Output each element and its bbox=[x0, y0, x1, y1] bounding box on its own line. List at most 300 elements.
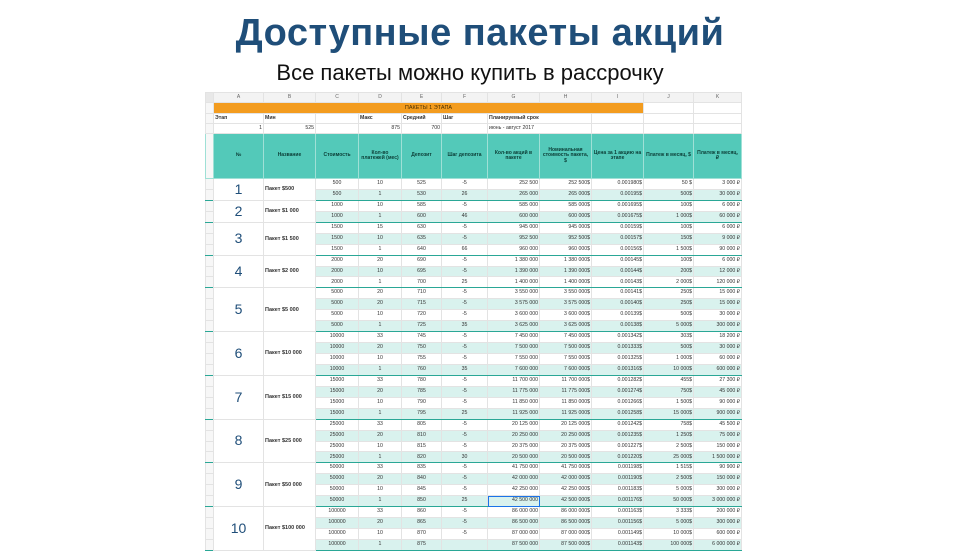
table-cell[interactable]: 1 400 000$ bbox=[540, 277, 592, 288]
package-name[interactable]: Пакет $1 500 bbox=[264, 222, 316, 255]
max-label[interactable]: Макс bbox=[359, 114, 402, 124]
table-cell[interactable]: 7 450 000$ bbox=[540, 332, 592, 343]
table-cell[interactable]: 25 bbox=[442, 496, 488, 507]
table-cell[interactable]: -5 bbox=[442, 233, 488, 244]
table-cell[interactable]: 640 bbox=[402, 244, 442, 255]
table-cell[interactable]: 0.00141$ bbox=[592, 288, 644, 299]
table-cell[interactable]: 11 700 000 bbox=[488, 375, 540, 386]
column-header-b[interactable]: B bbox=[264, 93, 316, 103]
header-cell[interactable]: Депозит bbox=[402, 134, 442, 179]
table-cell[interactable]: -5 bbox=[442, 299, 488, 310]
table-cell[interactable]: 1 bbox=[359, 189, 402, 200]
table-cell[interactable]: 7 550 000$ bbox=[540, 354, 592, 365]
table-cell[interactable]: 860 bbox=[402, 507, 442, 518]
table-cell[interactable]: 1 000$ bbox=[644, 211, 694, 222]
table-cell[interactable]: 45 500 ₽ bbox=[694, 419, 742, 430]
table-cell[interactable]: 42 000 000$ bbox=[540, 474, 592, 485]
package-number[interactable]: 4 bbox=[214, 255, 264, 288]
table-cell[interactable]: 865 bbox=[402, 518, 442, 529]
table-cell[interactable]: 252 500$ bbox=[540, 179, 592, 190]
table-cell[interactable]: 690 bbox=[402, 255, 442, 266]
table-cell[interactable]: 3 550 000$ bbox=[540, 288, 592, 299]
package-number[interactable]: 7 bbox=[214, 375, 264, 419]
table-cell[interactable]: 300 000 ₽ bbox=[694, 321, 742, 332]
table-cell[interactable]: 0.001163$ bbox=[592, 507, 644, 518]
table-cell[interactable]: 500 bbox=[316, 179, 359, 190]
table-cell[interactable]: 6 000 ₽ bbox=[694, 200, 742, 211]
cell[interactable] bbox=[644, 103, 694, 114]
table-cell[interactable]: 945 000 bbox=[488, 222, 540, 233]
table-cell[interactable]: 15000 bbox=[316, 397, 359, 408]
table-cell[interactable]: 20 bbox=[359, 474, 402, 485]
table-cell[interactable]: 3 550 000 bbox=[488, 288, 540, 299]
table-cell[interactable]: 50000 bbox=[316, 485, 359, 496]
table-cell[interactable]: 0.001156$ bbox=[592, 518, 644, 529]
column-header-g[interactable]: G bbox=[488, 93, 540, 103]
table-cell[interactable]: 42 000 000 bbox=[488, 474, 540, 485]
table-cell[interactable]: 790 bbox=[402, 397, 442, 408]
table-cell[interactable]: 30 bbox=[442, 452, 488, 463]
table-cell[interactable]: 900 000 ₽ bbox=[694, 408, 742, 419]
table-cell[interactable]: 3 333$ bbox=[644, 507, 694, 518]
table-cell[interactable]: 0.001274$ bbox=[592, 386, 644, 397]
table-cell[interactable]: 0.001183$ bbox=[592, 485, 644, 496]
column-header-j[interactable]: J bbox=[644, 93, 694, 103]
package-number[interactable]: 5 bbox=[214, 288, 264, 332]
package-number[interactable]: 3 bbox=[214, 222, 264, 255]
table-cell[interactable]: 66 bbox=[442, 244, 488, 255]
table-cell[interactable]: 30 000 ₽ bbox=[694, 343, 742, 354]
table-cell[interactable]: 20 bbox=[359, 386, 402, 397]
table-cell[interactable]: 86 500 000 bbox=[488, 518, 540, 529]
table-cell[interactable]: 50000 bbox=[316, 474, 359, 485]
table-cell[interactable]: 1 bbox=[359, 408, 402, 419]
table-cell[interactable]: 0.00143$ bbox=[592, 277, 644, 288]
table-cell[interactable]: 45 000 ₽ bbox=[694, 386, 742, 397]
table-cell[interactable]: -5 bbox=[442, 397, 488, 408]
avg-label[interactable]: Средний bbox=[402, 114, 442, 124]
table-cell[interactable]: 0.001198$ bbox=[592, 463, 644, 474]
table-cell[interactable]: 75 000 ₽ bbox=[694, 430, 742, 441]
package-name[interactable]: Пакет $1 000 bbox=[264, 200, 316, 222]
table-cell[interactable]: 0.001282$ bbox=[592, 375, 644, 386]
table-cell[interactable]: 3 600 000$ bbox=[540, 310, 592, 321]
table-cell[interactable]: 87 000 000$ bbox=[540, 529, 592, 540]
table-cell[interactable]: 15 000 ₽ bbox=[694, 299, 742, 310]
package-name[interactable]: Пакет $50 000 bbox=[264, 463, 316, 507]
table-cell[interactable]: 25000 bbox=[316, 419, 359, 430]
table-cell[interactable]: 20 250 000 bbox=[488, 430, 540, 441]
table-cell[interactable]: 0.001980$ bbox=[592, 179, 644, 190]
table-cell[interactable]: 10 bbox=[359, 179, 402, 190]
table-cell[interactable]: 745 bbox=[402, 332, 442, 343]
table-cell[interactable]: -5 bbox=[442, 386, 488, 397]
table-cell[interactable]: 86 500 000$ bbox=[540, 518, 592, 529]
table-cell[interactable]: 15000 bbox=[316, 386, 359, 397]
table-cell[interactable]: 33 bbox=[359, 507, 402, 518]
step-label[interactable]: Шаг bbox=[442, 114, 488, 124]
package-number[interactable]: 8 bbox=[214, 419, 264, 463]
table-cell[interactable]: 3 575 000$ bbox=[540, 299, 592, 310]
header-cell[interactable]: Шаг депозита bbox=[442, 134, 488, 179]
table-cell[interactable]: 100$ bbox=[644, 222, 694, 233]
table-cell[interactable]: 2000 bbox=[316, 277, 359, 288]
table-cell[interactable] bbox=[442, 539, 488, 550]
table-cell[interactable]: 11 850 000$ bbox=[540, 397, 592, 408]
table-cell[interactable]: 780 bbox=[402, 375, 442, 386]
table-cell[interactable]: 1 250$ bbox=[644, 430, 694, 441]
table-cell[interactable]: 20 375 000$ bbox=[540, 441, 592, 452]
table-cell[interactable]: 600 000 bbox=[488, 211, 540, 222]
table-cell[interactable]: 42 250 000 bbox=[488, 485, 540, 496]
package-number[interactable]: 6 bbox=[214, 332, 264, 376]
table-cell[interactable]: 11 775 000 bbox=[488, 386, 540, 397]
table-cell[interactable]: 120 000 ₽ bbox=[694, 277, 742, 288]
package-number[interactable]: 2 bbox=[214, 200, 264, 222]
cell[interactable] bbox=[694, 114, 742, 124]
table-cell[interactable]: -5 bbox=[442, 485, 488, 496]
table-cell[interactable]: 815 bbox=[402, 441, 442, 452]
table-cell[interactable]: 0.00156$ bbox=[592, 244, 644, 255]
table-cell[interactable]: 710 bbox=[402, 288, 442, 299]
table-cell[interactable]: 758$ bbox=[644, 419, 694, 430]
table-cell[interactable]: 60 000 ₽ bbox=[694, 211, 742, 222]
stage-label[interactable]: Этап bbox=[214, 114, 264, 124]
planned-term-value[interactable]: июнь - август 2017 bbox=[488, 124, 592, 134]
table-cell[interactable]: 850 bbox=[402, 496, 442, 507]
table-cell[interactable]: 1 bbox=[359, 277, 402, 288]
table-cell[interactable]: 90 000 ₽ bbox=[694, 397, 742, 408]
header-cell[interactable]: Кол-во платежей (мес) bbox=[359, 134, 402, 179]
table-cell[interactable]: 15000 bbox=[316, 408, 359, 419]
table-cell[interactable]: 30 000 ₽ bbox=[694, 310, 742, 321]
header-cell[interactable]: № bbox=[214, 134, 264, 179]
table-cell[interactable]: 86 000 000$ bbox=[540, 507, 592, 518]
table-cell[interactable]: 10 000$ bbox=[644, 529, 694, 540]
table-cell[interactable]: 15 000$ bbox=[644, 408, 694, 419]
table-cell[interactable]: -5 bbox=[442, 354, 488, 365]
table-cell[interactable]: 10 bbox=[359, 441, 402, 452]
table-cell[interactable]: 20 bbox=[359, 255, 402, 266]
table-cell[interactable]: 20 bbox=[359, 299, 402, 310]
table-cell[interactable]: 252 500 bbox=[488, 179, 540, 190]
table-cell[interactable]: 300 000 ₽ bbox=[694, 518, 742, 529]
table-cell[interactable]: 303$ bbox=[644, 332, 694, 343]
table-cell[interactable]: 0.00138$ bbox=[592, 321, 644, 332]
table-cell[interactable]: 20 bbox=[359, 288, 402, 299]
table-cell[interactable]: 0.001675$ bbox=[592, 211, 644, 222]
table-cell[interactable]: 0.001695$ bbox=[592, 200, 644, 211]
min-label[interactable]: Мин bbox=[264, 114, 316, 124]
table-cell[interactable]: 11 925 000 bbox=[488, 408, 540, 419]
min-value[interactable]: 525 bbox=[264, 124, 316, 134]
table-cell[interactable]: 952 500$ bbox=[540, 233, 592, 244]
table-cell[interactable]: 585 bbox=[402, 200, 442, 211]
table-cell[interactable]: 200$ bbox=[644, 266, 694, 277]
table-cell[interactable]: 33 bbox=[359, 463, 402, 474]
table-cell[interactable]: 0.00157$ bbox=[592, 233, 644, 244]
table-cell[interactable]: -5 bbox=[442, 441, 488, 452]
table-cell[interactable]: 25000 bbox=[316, 452, 359, 463]
package-number[interactable]: 9 bbox=[214, 463, 264, 507]
table-cell[interactable]: 785 bbox=[402, 386, 442, 397]
table-cell[interactable]: -5 bbox=[442, 200, 488, 211]
table-cell[interactable]: 100$ bbox=[644, 200, 694, 211]
table-cell[interactable]: 5 000$ bbox=[644, 321, 694, 332]
cell[interactable] bbox=[592, 124, 644, 134]
table-cell[interactable]: -5 bbox=[442, 507, 488, 518]
table-cell[interactable]: 500 bbox=[316, 189, 359, 200]
column-header-a[interactable]: A bbox=[214, 93, 264, 103]
table-cell[interactable]: 42 250 000$ bbox=[540, 485, 592, 496]
table-cell[interactable]: 3 625 000$ bbox=[540, 321, 592, 332]
table-cell[interactable]: 835 bbox=[402, 463, 442, 474]
table-cell[interactable]: 500$ bbox=[644, 189, 694, 200]
table-cell[interactable]: 10 bbox=[359, 310, 402, 321]
table-cell[interactable]: 600 000$ bbox=[540, 211, 592, 222]
table-cell[interactable]: 25000 bbox=[316, 430, 359, 441]
table-cell[interactable]: 10 bbox=[359, 200, 402, 211]
table-cell[interactable]: 725 bbox=[402, 321, 442, 332]
table-cell[interactable]: 11 775 000$ bbox=[540, 386, 592, 397]
column-header-h[interactable]: H bbox=[540, 93, 592, 103]
table-cell[interactable]: 960 000 bbox=[488, 244, 540, 255]
table-cell[interactable]: 0.00195$ bbox=[592, 189, 644, 200]
table-cell[interactable]: -5 bbox=[442, 463, 488, 474]
table-cell[interactable]: 25 bbox=[442, 277, 488, 288]
table-cell[interactable]: -5 bbox=[442, 518, 488, 529]
table-cell[interactable]: 1000 bbox=[316, 200, 359, 211]
table-cell[interactable]: 1 380 000$ bbox=[540, 255, 592, 266]
table-cell[interactable]: 10 000$ bbox=[644, 364, 694, 375]
max-value[interactable]: 875 bbox=[359, 124, 402, 134]
table-cell[interactable]: 1 bbox=[359, 496, 402, 507]
table-cell[interactable]: 6 000 ₽ bbox=[694, 255, 742, 266]
table-cell[interactable]: 10 bbox=[359, 266, 402, 277]
table-cell[interactable]: 1 400 000 bbox=[488, 277, 540, 288]
table-cell[interactable]: 90 900 ₽ bbox=[694, 463, 742, 474]
table-cell[interactable]: -5 bbox=[442, 474, 488, 485]
table-cell[interactable]: 100000 bbox=[316, 507, 359, 518]
column-header-i[interactable]: I bbox=[592, 93, 644, 103]
table-cell[interactable]: 30 000 ₽ bbox=[694, 189, 742, 200]
table-cell[interactable]: 15 000 ₽ bbox=[694, 288, 742, 299]
table-cell[interactable]: 1 bbox=[359, 452, 402, 463]
table-cell[interactable]: -5 bbox=[442, 419, 488, 430]
table-cell[interactable]: 760 bbox=[402, 364, 442, 375]
table-cell[interactable]: 2 500$ bbox=[644, 474, 694, 485]
table-cell[interactable]: 1 500$ bbox=[644, 244, 694, 255]
table-cell[interactable]: 20 500 000$ bbox=[540, 452, 592, 463]
table-cell[interactable]: 700 bbox=[402, 277, 442, 288]
table-cell[interactable]: 20 250 000$ bbox=[540, 430, 592, 441]
table-cell[interactable]: 5000 bbox=[316, 321, 359, 332]
table-cell[interactable]: -5 bbox=[442, 288, 488, 299]
table-cell[interactable]: -5 bbox=[442, 375, 488, 386]
cell[interactable] bbox=[694, 103, 742, 114]
table-cell[interactable]: 845 bbox=[402, 485, 442, 496]
header-cell[interactable]: Платеж в месяц, ₽ bbox=[694, 134, 742, 179]
table-cell[interactable]: 0.001190$ bbox=[592, 474, 644, 485]
table-cell[interactable]: 1 500 000 ₽ bbox=[694, 452, 742, 463]
table-cell[interactable]: 300 000 ₽ bbox=[694, 485, 742, 496]
table-cell[interactable]: 90 000 ₽ bbox=[694, 244, 742, 255]
table-cell[interactable]: 10000 bbox=[316, 343, 359, 354]
table-cell[interactable]: 1 bbox=[359, 244, 402, 255]
table-cell[interactable]: 0.00140$ bbox=[592, 299, 644, 310]
table-cell[interactable]: 25 bbox=[442, 408, 488, 419]
table-cell[interactable]: 3 000 000 ₽ bbox=[694, 496, 742, 507]
table-cell[interactable]: 0.001242$ bbox=[592, 419, 644, 430]
table-cell[interactable]: 952 500 bbox=[488, 233, 540, 244]
table-cell[interactable]: 12 000 ₽ bbox=[694, 266, 742, 277]
cell[interactable] bbox=[592, 114, 644, 124]
table-cell[interactable]: -5 bbox=[442, 179, 488, 190]
table-cell[interactable]: 11 700 000$ bbox=[540, 375, 592, 386]
table-cell[interactable]: 0.00145$ bbox=[592, 255, 644, 266]
table-cell[interactable]: 1 bbox=[359, 539, 402, 550]
table-cell[interactable]: 86 000 000 bbox=[488, 507, 540, 518]
header-cell[interactable]: Цена за 1 акцию на этапе bbox=[592, 134, 644, 179]
table-cell[interactable]: 1 380 000 bbox=[488, 255, 540, 266]
column-header-f[interactable]: F bbox=[442, 93, 488, 103]
cell[interactable] bbox=[316, 124, 359, 134]
table-cell[interactable]: 50000 bbox=[316, 463, 359, 474]
table-cell[interactable]: 10 bbox=[359, 354, 402, 365]
table-cell[interactable]: -5 bbox=[442, 222, 488, 233]
select-all-corner[interactable] bbox=[206, 93, 214, 103]
table-cell[interactable]: 50 $ bbox=[644, 179, 694, 190]
table-cell[interactable]: 35 bbox=[442, 364, 488, 375]
table-cell[interactable]: 265 000$ bbox=[540, 189, 592, 200]
table-cell[interactable]: 0.00159$ bbox=[592, 222, 644, 233]
table-cell[interactable]: 7 550 000 bbox=[488, 354, 540, 365]
table-cell[interactable]: -5 bbox=[442, 310, 488, 321]
header-cell[interactable]: Стоимость bbox=[316, 134, 359, 179]
table-cell[interactable]: 5 000$ bbox=[644, 485, 694, 496]
table-cell[interactable]: 150$ bbox=[644, 233, 694, 244]
table-cell[interactable]: 0.001325$ bbox=[592, 354, 644, 365]
table-cell[interactable]: 1000 bbox=[316, 211, 359, 222]
table-cell[interactable]: 2000 bbox=[316, 266, 359, 277]
table-cell[interactable]: 100000 bbox=[316, 529, 359, 540]
table-cell[interactable]: 630 bbox=[402, 222, 442, 233]
table-cell[interactable]: 15 bbox=[359, 222, 402, 233]
table-cell[interactable]: 7 500 000 bbox=[488, 343, 540, 354]
package-name[interactable]: Пакет $2 000 bbox=[264, 255, 316, 288]
table-cell[interactable]: 60 000 ₽ bbox=[694, 354, 742, 365]
package-name[interactable]: Пакет $5 000 bbox=[264, 288, 316, 332]
avg-value[interactable]: 700 bbox=[402, 124, 442, 134]
table-cell[interactable]: 7 500 000$ bbox=[540, 343, 592, 354]
table-cell[interactable]: 0.001316$ bbox=[592, 364, 644, 375]
table-cell[interactable]: 200 000 ₽ bbox=[694, 507, 742, 518]
table-cell[interactable]: 46 bbox=[442, 211, 488, 222]
table-cell[interactable]: 10 bbox=[359, 233, 402, 244]
table-cell[interactable]: 50000 bbox=[316, 496, 359, 507]
package-name[interactable]: Пакет $15 000 bbox=[264, 375, 316, 419]
table-cell[interactable]: 0.00139$ bbox=[592, 310, 644, 321]
table-cell[interactable]: 20 bbox=[359, 518, 402, 529]
table-cell[interactable]: 820 bbox=[402, 452, 442, 463]
header-cell[interactable]: Номинальная стоимость пакета, $ bbox=[540, 134, 592, 179]
table-cell[interactable]: 0.001235$ bbox=[592, 430, 644, 441]
table-cell[interactable]: 11 925 000$ bbox=[540, 408, 592, 419]
package-number[interactable]: 1 bbox=[214, 179, 264, 201]
table-cell[interactable]: 2 500$ bbox=[644, 441, 694, 452]
table-cell[interactable]: 10000 bbox=[316, 332, 359, 343]
table-cell[interactable]: 0.001143$ bbox=[592, 539, 644, 550]
table-cell[interactable]: 5 000$ bbox=[644, 518, 694, 529]
table-cell[interactable]: 33 bbox=[359, 375, 402, 386]
table-cell[interactable]: -5 bbox=[442, 255, 488, 266]
table-cell[interactable]: 0.001342$ bbox=[592, 332, 644, 343]
table-cell[interactable]: 27 300 ₽ bbox=[694, 375, 742, 386]
table-cell[interactable]: 525 bbox=[402, 179, 442, 190]
table-cell[interactable]: 7 450 000 bbox=[488, 332, 540, 343]
table-cell[interactable]: 33 bbox=[359, 419, 402, 430]
table-cell[interactable]: 10 bbox=[359, 397, 402, 408]
table-cell[interactable]: 35 bbox=[442, 321, 488, 332]
table-cell[interactable]: 11 850 000 bbox=[488, 397, 540, 408]
table-cell[interactable]: 20 bbox=[359, 430, 402, 441]
table-cell[interactable]: 5000 bbox=[316, 299, 359, 310]
table-cell[interactable]: 1 390 000 bbox=[488, 266, 540, 277]
table-cell[interactable]: 795 bbox=[402, 408, 442, 419]
table-cell[interactable]: 500$ bbox=[644, 310, 694, 321]
table-cell[interactable]: 100 000$ bbox=[644, 539, 694, 550]
table-cell[interactable]: 0.00144$ bbox=[592, 266, 644, 277]
table-cell[interactable]: 0.001220$ bbox=[592, 452, 644, 463]
table-cell[interactable]: 695 bbox=[402, 266, 442, 277]
table-cell[interactable]: 10 bbox=[359, 485, 402, 496]
table-cell[interactable]: 5000 bbox=[316, 310, 359, 321]
table-cell[interactable]: 1 bbox=[359, 364, 402, 375]
table-cell[interactable]: 1500 bbox=[316, 222, 359, 233]
table-cell[interactable]: 945 000$ bbox=[540, 222, 592, 233]
table-cell[interactable]: 150 000 ₽ bbox=[694, 441, 742, 452]
column-header-e[interactable]: E bbox=[402, 93, 442, 103]
table-cell[interactable]: 805 bbox=[402, 419, 442, 430]
table-cell[interactable]: 25000 bbox=[316, 441, 359, 452]
table-cell[interactable]: 530 bbox=[402, 189, 442, 200]
table-cell[interactable]: 600 000 ₽ bbox=[694, 364, 742, 375]
table-cell[interactable]: 5000 bbox=[316, 288, 359, 299]
table-cell[interactable]: 3 000 ₽ bbox=[694, 179, 742, 190]
package-name[interactable]: Пакет $10 000 bbox=[264, 332, 316, 376]
table-cell[interactable]: -5 bbox=[442, 529, 488, 540]
table-cell[interactable]: 0.001266$ bbox=[592, 397, 644, 408]
table-cell[interactable]: 10000 bbox=[316, 364, 359, 375]
table-cell[interactable]: -5 bbox=[442, 343, 488, 354]
cell[interactable] bbox=[644, 114, 694, 124]
table-cell[interactable]: 1 bbox=[359, 211, 402, 222]
table-cell[interactable]: 265 000 bbox=[488, 189, 540, 200]
package-name[interactable]: Пакет $100 000 bbox=[264, 507, 316, 551]
table-cell[interactable]: 1 515$ bbox=[644, 463, 694, 474]
table-cell[interactable]: 100000 bbox=[316, 518, 359, 529]
table-cell[interactable]: 25 000$ bbox=[644, 452, 694, 463]
table-cell[interactable]: 3 625 000 bbox=[488, 321, 540, 332]
table-cell[interactable]: 87 500 000 bbox=[488, 539, 540, 550]
table-cell[interactable]: 100$ bbox=[644, 255, 694, 266]
table-cell[interactable]: 960 000$ bbox=[540, 244, 592, 255]
table-cell[interactable]: 750$ bbox=[644, 386, 694, 397]
table-cell[interactable]: 100000 bbox=[316, 539, 359, 550]
table-cell[interactable]: 20 bbox=[359, 343, 402, 354]
table-cell[interactable]: 1 000$ bbox=[644, 354, 694, 365]
table-cell[interactable]: -5 bbox=[442, 266, 488, 277]
